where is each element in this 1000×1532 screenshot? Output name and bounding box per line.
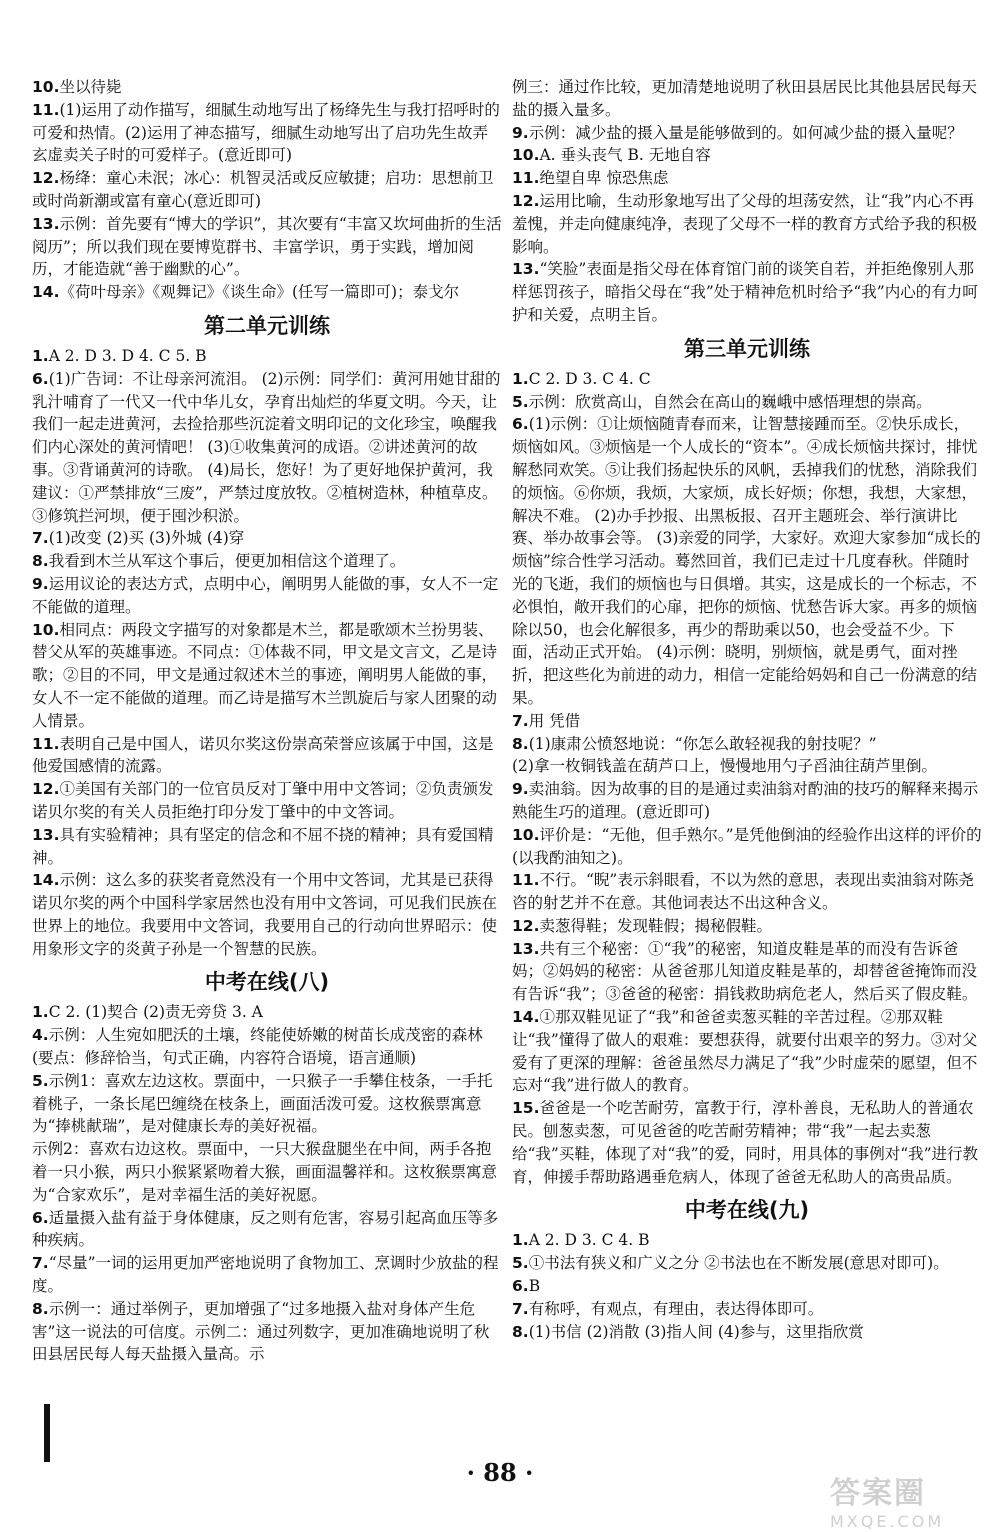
answer-item bbox=[512, 1275, 982, 1298]
answer-item bbox=[512, 1229, 982, 1252]
page-number: · 88 · bbox=[466, 1458, 534, 1487]
answer-item bbox=[512, 1321, 982, 1344]
answer-text: 示例：这么多的获奖者竟然没有一个用中文答词，尤其是已获得诺贝尔奖的两个中国科学家居然也没有用中文答词，可见我们民族在世界上的地位。我要用中文答词，我要用自己的行动向世界昭示：使用象形文字的炎黄子孙是一个智慧的民族。 bbox=[32, 871, 498, 958]
answer-text: (1)广告词：不让母亲河流泪。 (2)示例：同学们：黄河用她甘甜的乳汁哺育了一代又一代中华儿女，孕育出灿烂的华夏文明。今天，让我们一起走进黄河，去捡拾那些沉淀着文明印记的文化珍宝，唤醒我们内心深处的黄河情吧！ (3)①收集黄河的成语。②讲述黄河的故事。③背诵黄河的诗歌。 (4)局长，您好！为了更好地保护黄河，我建议：①严禁排放“三废”，严禁过度放牧。②植树造林，种植草皮。③修筑拦河坝，便于囤沙积淤。 bbox=[32, 369, 501, 525]
question-number: 13. bbox=[512, 939, 540, 958]
answer-text: 卖葱得鞋；发现鞋假；揭秘假鞋。 bbox=[539, 916, 772, 935]
answer-item bbox=[32, 778, 502, 824]
answer-item bbox=[512, 1252, 982, 1275]
answer-text: 表明自己是中国人，诺贝尔奖这份崇高荣誉应该属于中国，这是他爱国感情的流露。 bbox=[32, 734, 494, 776]
answer-item bbox=[512, 869, 982, 915]
answer-text: ①那双鞋见证了“我”和爸爸卖葱买鞋的辛苦过程。②那双鞋让“我”懂得了做人的艰难：要想获得，就要付出艰辛的努力。③对父爱有了更深的理解：爸爸虽然尽力满足了“我”少时虚荣的愿望，但不忘对“我”进行做人的教育。 bbox=[512, 1008, 978, 1095]
answer-item bbox=[32, 213, 502, 281]
margin-mark bbox=[44, 1404, 50, 1462]
answer-item bbox=[32, 1298, 502, 1366]
answer-item bbox=[32, 550, 502, 573]
answer-text: A 2. D 3. D 4. C 5. B bbox=[48, 346, 207, 365]
answer-item bbox=[32, 824, 502, 870]
question-number: 1. bbox=[32, 346, 49, 365]
answer-item bbox=[32, 1024, 502, 1070]
question-number: 12. bbox=[32, 780, 60, 799]
answer-item bbox=[512, 824, 982, 870]
question-number: 6. bbox=[32, 1208, 49, 1227]
answer-text: 杨绛：童心未泯；冰心：机智灵活或反应敏捷；启功：思想前卫或时尚新潮或富有童心(意近即可) bbox=[32, 169, 494, 210]
answer-text: 我看到木兰从军这个事后，便更加相信这个道理了。 bbox=[48, 552, 406, 571]
watermark-url: MXQE.COM bbox=[830, 1512, 945, 1531]
question-number: 10. bbox=[512, 146, 540, 165]
answer-item bbox=[32, 1001, 502, 1024]
question-number: 14. bbox=[512, 1008, 540, 1027]
answer-continuation: 例三：通过作比较，更加清楚地说明了秋田县居民比其他县居民每天盐的摄入量多。 bbox=[512, 78, 978, 119]
answer-item bbox=[512, 413, 982, 709]
question-number: 1. bbox=[512, 369, 529, 388]
answer-item bbox=[32, 76, 502, 99]
answer-text: C 2. (1)契合 (2)责无旁贷 3. A bbox=[48, 1003, 263, 1022]
answer-text: 示例1：喜欢左边这枚。票面中，一只猴子一手攀住枝条，一手托着桃子，一条长尾巴缠绕在枝条上，画面活泼可爱。这枚猴票寓意为“捧桃献瑞”，是对健康长寿的美好祝福。 bbox=[32, 1071, 493, 1136]
question-number: 12. bbox=[512, 191, 540, 210]
answer-text: (1)康肃公愤怒地说：“你怎么敢轻视我的射技呢？” bbox=[528, 734, 877, 753]
answer-text: 示例：首先要有“博大的学识”，其次要有“丰富又坎坷曲折的生活阅历”；所以我们现在要博览群书、丰富学识，勇于实践，增加阅历，才能造就“善于幽默的心”。 bbox=[32, 214, 502, 279]
answer-text: 有称呼，有观点，有理由，表达得体即可。 bbox=[528, 1299, 824, 1318]
section-heading: 中考在线(九) bbox=[684, 1198, 810, 1223]
question-number: 5. bbox=[512, 392, 529, 411]
section-heading: 第三单元训练 bbox=[684, 336, 810, 361]
question-number: 10. bbox=[512, 825, 540, 844]
answer-item bbox=[32, 167, 502, 213]
right-column bbox=[512, 76, 982, 1343]
question-number: 8. bbox=[32, 552, 49, 571]
question-number: 10. bbox=[32, 620, 60, 639]
question-number: 11. bbox=[512, 169, 540, 188]
question-number: 15. bbox=[512, 1099, 540, 1118]
answer-text: 绝望自卑 惊恐焦虑 bbox=[539, 169, 669, 188]
question-number: 5. bbox=[512, 1254, 529, 1273]
answer-item bbox=[512, 391, 982, 414]
answer-text: 示例：减少盐的摄入量是能够做到的。如何减少盐的摄入量呢？ bbox=[528, 123, 963, 142]
question-number: 14. bbox=[32, 283, 60, 302]
question-number: 11. bbox=[32, 734, 60, 753]
question-number: 13. bbox=[512, 260, 540, 279]
answer-text: 运用议论的表达方式，点明中心，阐明男人能做的事，女人不一定不能做的道理。 bbox=[32, 574, 499, 616]
answer-text: (1)改变 (2)买 (3)外城 (4)穿 bbox=[48, 529, 245, 548]
answer-item bbox=[512, 1298, 982, 1321]
question-number: 11. bbox=[512, 871, 540, 890]
question-number: 7. bbox=[32, 529, 49, 548]
answer-item bbox=[32, 869, 502, 960]
answer-text: 适量摄入盐有益于身体健康，反之则有危害，容易引起高血压等多种疾病。 bbox=[32, 1208, 499, 1250]
question-number: 7. bbox=[512, 711, 529, 730]
answer-text: A. 垂头丧气 B. 无地自容 bbox=[539, 146, 711, 165]
question-number: 9. bbox=[512, 123, 529, 142]
question-number: 12. bbox=[32, 169, 60, 188]
answer-continuation: (2)拿一枚铜钱盖在葫芦口上，慢慢地用勺子舀油往葫芦里倒。 bbox=[512, 757, 937, 776]
answer-text: ①书法有狭义和广义之分 ②书法也在不断发展(意思对即可)。 bbox=[528, 1254, 949, 1273]
answer-item bbox=[32, 99, 502, 167]
question-number: 1. bbox=[32, 1003, 49, 1022]
answer-continuation: 示例2：喜欢右边这枚。票面中，一只大猴盘腿坐在中间，两手各抱着一只小猴，两只小猴紧紧吻着大猴，画面温馨祥和。这枚猴票寓意为“合家欢乐”，是对幸福生活的美好祝愿。 bbox=[32, 1140, 498, 1204]
answer-text: (1)示例：①让烦恼随青春而来，让智慧接踵而至。②快乐成长，烦恼如风。③烦恼是一个人成长的“资本”。④成长烦恼共探讨，排忧解愁同欢笑。⑤让我们扬起快乐的风帆，丢掉我们的忧愁，消除我们的烦恼。⑥你烦，我烦，大家烦，成长好烦；你想，我想，大家想，解决不难。 (2)办手抄报、出黑板报、召开主题班会、举行演讲比赛、举办故事会等。 (3)亲爱的同学，大家好。欢迎大家参加“成长的烦恼”综合性学习活动。蓦然回首，我们已走过十几度春秋。伴随时光的飞逝，我们的烦恼也与日俱增。其实，这是成长的一个标志，不必惧怕，敞开我们的心扉，把你的烦恼、忧愁告诉大家。再多的烦恼除以50，也会化解很多，再少的帮助乘以50，也会受益不少。下面，活动正式开始。 (4)示例：晓明，别烦恼，就是勇气，面对挫折，把这些化为前进的动力，相信一定能给妈妈和自己一份满意的结果。 bbox=[512, 415, 981, 707]
answer-item bbox=[512, 778, 982, 824]
question-number: 8. bbox=[512, 1322, 529, 1341]
answer-item bbox=[32, 1070, 502, 1138]
answer-item bbox=[512, 710, 982, 733]
answer-item bbox=[512, 733, 982, 756]
answer-item bbox=[512, 190, 982, 258]
answer-text: 爸爸是一个吃苦耐劳，富教于行，淳朴善良，无私助人的普通农民。刨葱卖葱，可见爸爸的吃苦耐劳精神；带“我”一起去卖葱给“我”买鞋，体现了对“我”的爱，同时，用具体的事例对“我”进行教育，伸援手帮助路遇垂危病人，体现了爸爸无私助人的高贵品质。 bbox=[512, 1099, 979, 1186]
section-heading: 中考在线(八) bbox=[204, 970, 330, 995]
answer-item bbox=[512, 1006, 982, 1097]
answer-item bbox=[512, 938, 982, 1006]
answer-item bbox=[512, 1097, 982, 1188]
answer-item bbox=[512, 122, 982, 145]
answer-text: 相同点：两段文字描写的对象都是木兰，都是歌颂木兰扮男装、替父从军的英雄事迹。不同点：①体裁不同，甲文是文言文，乙是诗歌；②目的不同，甲文是通过叙述木兰的事迹，阐明男人能做的事，女人不一定不能做的道理。而乙诗是描写木兰凯旋后与家人团聚的动人情景。 bbox=[32, 620, 498, 730]
answer-item bbox=[32, 281, 502, 304]
question-number: 11. bbox=[32, 100, 60, 119]
question-number: 7. bbox=[32, 1254, 49, 1273]
watermark-text: 答案圈 bbox=[830, 1476, 926, 1511]
answer-text: 共有三个秘密：①“我”的秘密，知道皮鞋是革的而没有告诉爸妈；②妈妈的秘密：从爸爸那儿知道皮鞋是革的，却替爸爸掩饰而没有告诉“我”；③爸爸的秘密：捐钱救助病危老人，然后买了假皮鞋。 bbox=[512, 939, 978, 1004]
answer-item bbox=[32, 527, 502, 550]
answer-item bbox=[32, 573, 502, 619]
answer-text: ①美国有关部门的一位官员反对丁肇中用中文答词；②负责颁发诺贝尔奖的有关人员拒绝打印分发丁肇中的中文答词。 bbox=[32, 780, 494, 821]
answer-text: 示例：欣赏高山，自然会在高山的巍峨中感悟理想的崇高。 bbox=[528, 392, 932, 411]
answer-item bbox=[512, 258, 982, 326]
answer-text: 运用比喻，生动形象地写出了父母的坦荡安然，让“我”内心不再羞愧，并走向健康纯净，表现了父母不一样的教育方式给予我的积极影响。 bbox=[512, 191, 978, 256]
answer-text: (1)书信 (2)消散 (3)指人间 (4)参与，这里指欣赏 bbox=[528, 1322, 864, 1341]
answer-text: “尽量”一词的运用更加严密地说明了食物加工、烹调时少放盐的程度。 bbox=[32, 1254, 499, 1296]
answer-item bbox=[32, 619, 502, 733]
left-column bbox=[32, 76, 502, 1366]
question-number: 6. bbox=[32, 369, 49, 388]
answer-text: 示例一：通过举例子，更加增强了“过多地摄入盐对身体产生危害”这一说法的可信度。示例二：通过列数字，更加准确地说明了秋田县居民每人每天盐摄入量高。示 bbox=[32, 1299, 490, 1364]
question-number: 13. bbox=[32, 214, 60, 233]
question-number: 14. bbox=[32, 871, 60, 890]
answer-text: (1)运用了动作描写，细腻生动地写出了杨绛先生与我打招呼时的可爱和热情。(2)运用了神态描写，细腻生动地写出了启功先生故弄玄虚卖关子时的可爱样子。(意近即可) bbox=[32, 100, 500, 165]
question-number: 12. bbox=[512, 916, 540, 935]
question-number: 13. bbox=[32, 825, 60, 844]
answer-text: 评价是：“无他，但手熟尔。”是凭他倒油的经验作出这样的评价的(以我酌油知之)。 bbox=[512, 825, 982, 867]
answer-item bbox=[32, 1207, 502, 1253]
answer-item bbox=[512, 368, 982, 391]
answer-text: “笑脸”表面是指父母在体育馆门前的谈笑自若，并拒绝像别人那样惩罚孩子，暗指父母在“我”处于精神危机时给予“我”内心的有力呵护和关爱，点明主旨。 bbox=[512, 260, 978, 324]
answer-text: A 2. D 3. C 4. B bbox=[528, 1231, 650, 1250]
answer-item bbox=[512, 915, 982, 938]
answer-item bbox=[512, 144, 982, 167]
answer-text: 卖油翁。因为故事的目的是通过卖油翁对酌油的技巧的解释来揭示熟能生巧的道理。(意近即可) bbox=[512, 780, 979, 821]
answer-text: 具有实验精神；具有坚定的信念和不屈不挠的精神；具有爱国精神。 bbox=[32, 825, 494, 867]
question-number: 1. bbox=[512, 1231, 529, 1250]
answer-text: 《荷叶母亲》《观舞记》《谈生命》(任写一篇即可)；泰戈尔 bbox=[59, 283, 460, 302]
question-number: 7. bbox=[512, 1299, 529, 1318]
question-number: 8. bbox=[512, 734, 529, 753]
answer-text: C 2. D 3. C 4. C bbox=[528, 369, 651, 388]
question-number: 10. bbox=[32, 78, 60, 96]
question-number: 4. bbox=[32, 1026, 49, 1045]
answer-text: B bbox=[528, 1277, 541, 1296]
answer-item bbox=[32, 368, 502, 528]
question-number: 9. bbox=[512, 780, 529, 799]
answer-item bbox=[32, 345, 502, 368]
question-number: 9. bbox=[32, 574, 49, 593]
answer-item bbox=[512, 167, 982, 190]
answer-item bbox=[32, 733, 502, 779]
answer-text: 示例：人生宛如肥沃的土壤，终能使娇嫩的树苗长成茂密的森林(要点：修辞恰当，句式正确，内容符合语境，语言通顺) bbox=[32, 1026, 483, 1068]
answer-item bbox=[32, 1252, 502, 1298]
watermark-logo bbox=[830, 1468, 980, 1531]
question-number: 8. bbox=[32, 1299, 49, 1318]
answer-text: 不行。“睨”表示斜眼看，不以为然的意思，表现出卖油翁对陈尧咨的射艺并不在意。其他词表达不出这种含义。 bbox=[512, 871, 974, 913]
question-number: 6. bbox=[512, 1277, 529, 1296]
answer-text: 坐以待毙 bbox=[59, 78, 122, 96]
answer-text: 用 凭借 bbox=[528, 711, 581, 730]
question-number: 6. bbox=[512, 415, 529, 434]
section-heading: 第二单元训练 bbox=[204, 313, 330, 338]
question-number: 5. bbox=[32, 1071, 49, 1090]
